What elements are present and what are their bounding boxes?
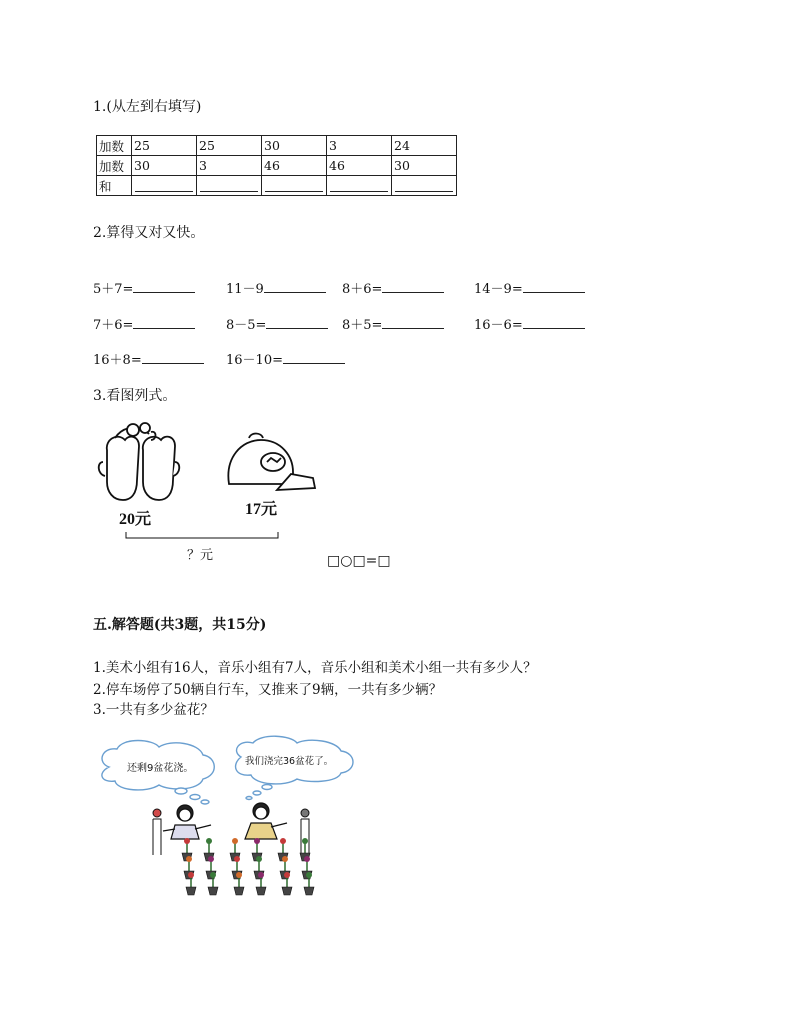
calc-expression: 11－9: [226, 282, 264, 297]
flower-head: [304, 856, 310, 862]
girl-icon: [245, 803, 287, 839]
row-label: 和: [97, 176, 132, 196]
answer-blank[interactable]: [283, 349, 345, 364]
flower-head: [256, 856, 262, 862]
total-label: ？元: [187, 547, 214, 562]
answer-blank[interactable]: [133, 314, 195, 329]
flower-head: [302, 838, 308, 844]
table-cell: 30: [392, 156, 457, 176]
answer-blank[interactable]: [133, 278, 195, 293]
calc-expression: 16－6=: [474, 318, 523, 333]
calc-expression: 16＋8=: [93, 353, 142, 368]
flower-head: [206, 838, 212, 844]
answer-cell[interactable]: [197, 176, 262, 196]
table-cell: 24: [392, 136, 457, 156]
flower-pot: [256, 887, 266, 895]
calc-expression: 8－5=: [226, 318, 267, 333]
flower-pot: [186, 887, 196, 895]
flower-head: [258, 872, 264, 878]
flower-pot: [208, 887, 218, 895]
flower-head: [210, 872, 216, 878]
flower-pot: [304, 887, 314, 895]
q3-picture: [95, 418, 335, 568]
answer-blank[interactable]: [523, 278, 585, 293]
flower-head: [306, 872, 312, 878]
answer-blank[interactable]: [523, 314, 585, 329]
table-cell: 46: [262, 156, 327, 176]
calc-item: [226, 349, 345, 368]
answer-cell[interactable]: [262, 176, 327, 196]
flower-head: [284, 872, 290, 878]
calc-item: [93, 349, 204, 368]
calc-expression: 5＋7=: [93, 282, 134, 297]
answer-blank[interactable]: [382, 278, 444, 293]
row-label: 加数: [97, 156, 132, 176]
calc-item: [93, 278, 195, 297]
calc-item: [342, 278, 444, 297]
table-cell: 25: [197, 136, 262, 156]
table-cell: 3: [327, 136, 392, 156]
calc-item: [226, 314, 328, 333]
flower-head: [234, 856, 240, 862]
flower-head: [232, 838, 238, 844]
answer-blank[interactable]: [382, 314, 444, 329]
flower-head: [236, 872, 242, 878]
calc-item: [93, 314, 195, 333]
calc-item: [226, 278, 326, 297]
answer-cell[interactable]: [327, 176, 392, 196]
price-cap: 17元: [245, 501, 278, 518]
equation-boxes[interactable]: □○□=□: [327, 553, 391, 569]
calc-expression: 7＋6=: [93, 318, 134, 333]
table-cell: 30: [132, 156, 197, 176]
problem-3: 3.一共有多少盆花？: [93, 702, 214, 718]
q2-title: 2.算得又对又快。: [93, 225, 205, 241]
answer-cell[interactable]: [132, 176, 197, 196]
q1-title: 1.(从左到右填写): [93, 99, 202, 115]
flower-head: [184, 838, 190, 844]
section-heading: 五.解答题(共3题，共15分): [93, 617, 267, 633]
answer-cell[interactable]: [392, 176, 457, 196]
answer-blank[interactable]: [266, 314, 328, 329]
cap-icon: [228, 434, 315, 491]
flower-head: [280, 838, 286, 844]
price-gloves: 20元: [119, 511, 152, 528]
bubble-right-text: 我们浇完36盆花了。: [245, 756, 334, 767]
calc-expression: 14－9=: [474, 282, 523, 297]
calc-item: [474, 278, 585, 297]
calc-item: [474, 314, 585, 333]
total-bracket: [126, 532, 278, 538]
calc-expression: 8＋6=: [342, 282, 383, 297]
row-label: 加数: [97, 136, 132, 156]
table-row: [97, 136, 457, 156]
boy-icon: [163, 805, 211, 839]
flower-head: [282, 856, 288, 862]
flower-head: [188, 872, 194, 878]
calc-expression: 8＋5=: [342, 318, 383, 333]
flower-head: [208, 856, 214, 862]
addition-table: [96, 135, 457, 196]
flower-head: [254, 838, 260, 844]
table-row: [97, 156, 457, 176]
q3-title: 3.看图列式。: [93, 388, 177, 404]
flowers-illustration: [95, 735, 365, 910]
table-row: [97, 176, 457, 196]
calc-expression: 16－10=: [226, 353, 283, 368]
flower-head: [186, 856, 192, 862]
table-cell: 25: [132, 136, 197, 156]
calc-item: [342, 314, 444, 333]
mittens-icon: [99, 423, 180, 500]
answer-blank[interactable]: [142, 349, 204, 364]
table-cell: 30: [262, 136, 327, 156]
answer-blank[interactable]: [264, 278, 326, 293]
table-cell: 46: [327, 156, 392, 176]
flower-pots: [182, 838, 314, 895]
problem-2: 2.停车场停了50辆自行车，又推来了9辆，一共有多少辆？: [93, 682, 443, 698]
bubble-left-text: 还剩9盆花浇。: [127, 763, 194, 774]
flower-pot: [282, 887, 292, 895]
problem-1: 1.美术小组有16人，音乐小组有7人，音乐小组和美术小组一共有多少人？: [93, 660, 537, 676]
flower-pot: [234, 887, 244, 895]
table-cell: 3: [197, 156, 262, 176]
